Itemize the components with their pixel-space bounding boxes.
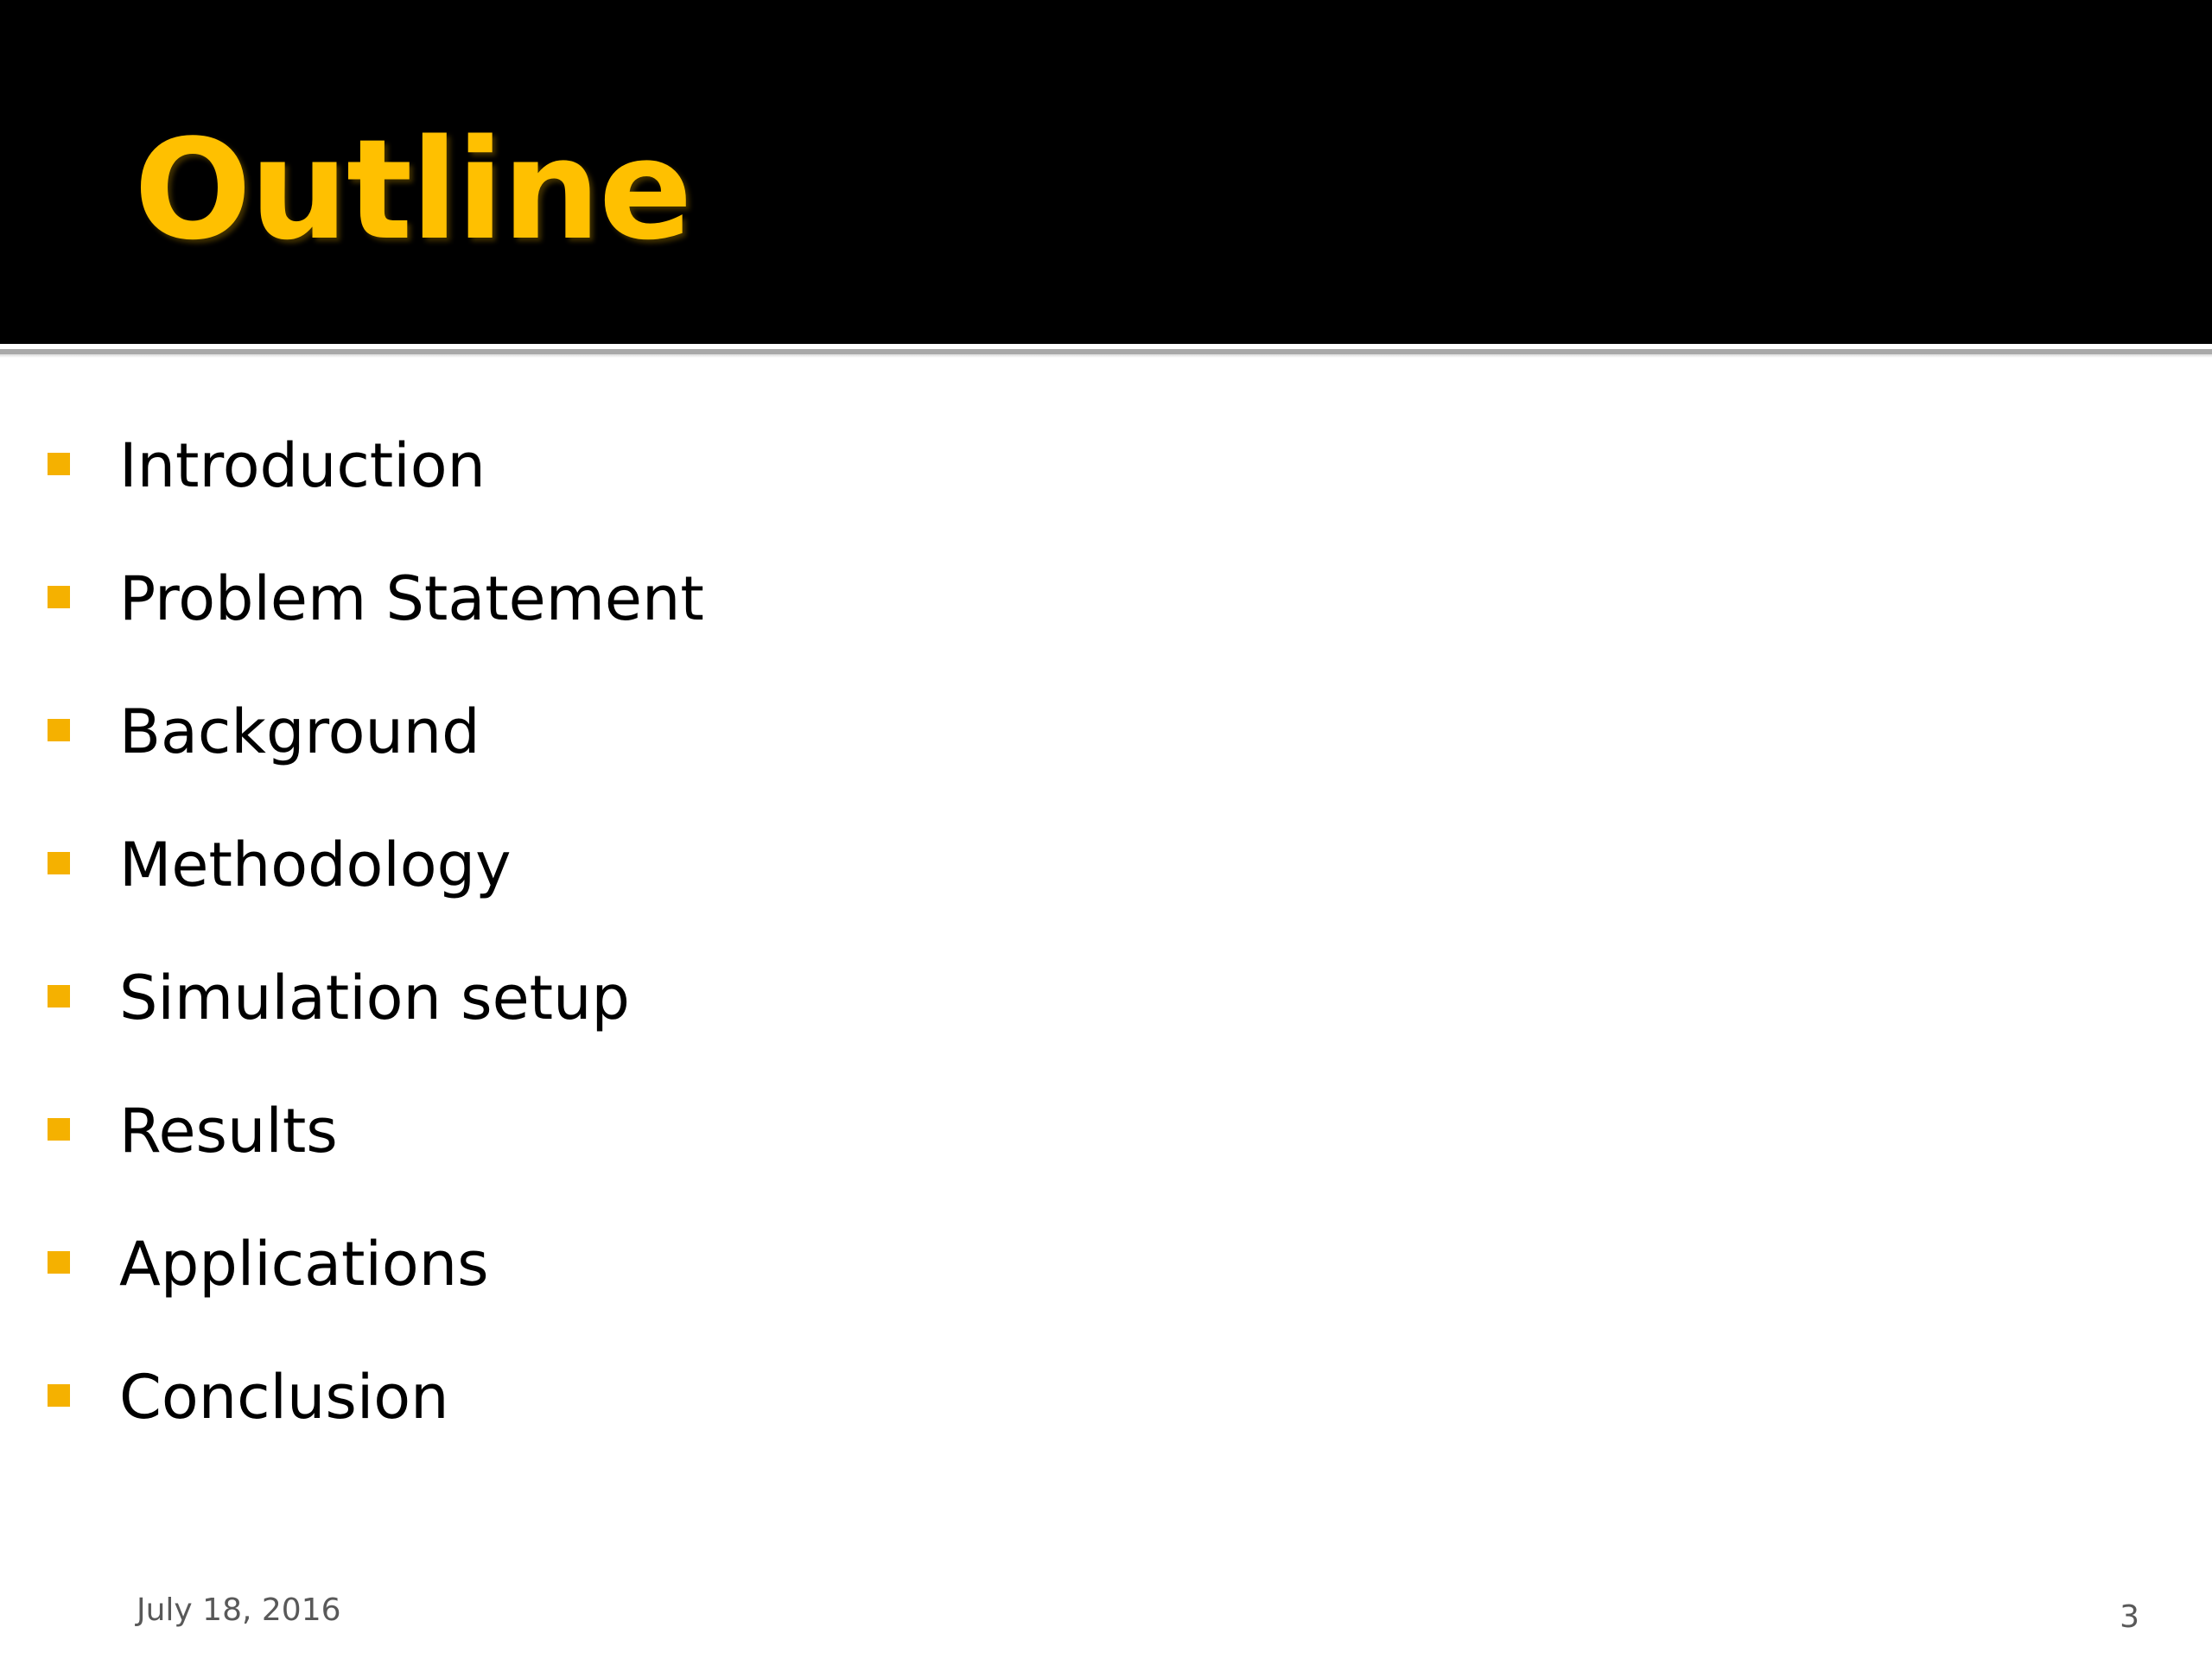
- bullet-text: Methodology: [119, 830, 512, 900]
- bullet-text: Background: [119, 696, 480, 767]
- page-number: 3: [2120, 1599, 2139, 1635]
- bullet-item-methodology: [0, 801, 2212, 934]
- square-bullet-icon: [48, 1251, 70, 1274]
- bullet-text: Applications: [119, 1229, 489, 1300]
- square-bullet-icon: [48, 1118, 70, 1141]
- square-bullet-icon: [48, 453, 70, 475]
- square-bullet-icon: [48, 985, 70, 1007]
- bullet-item-conclusion: [0, 1333, 2212, 1466]
- bullet-text: Results: [119, 1096, 338, 1166]
- bullet-text: Introduction: [119, 430, 486, 501]
- bullet-list: [0, 402, 2212, 1466]
- bullet-text: Simulation setup: [119, 963, 630, 1033]
- square-bullet-icon: [48, 852, 70, 874]
- bullet-text: Conclusion: [119, 1362, 449, 1433]
- title-bar: [0, 0, 2212, 344]
- square-bullet-icon: [48, 719, 70, 741]
- square-bullet-icon: [48, 586, 70, 608]
- title-divider-shadow: [0, 354, 2212, 358]
- bullet-item-introduction: [0, 402, 2212, 535]
- bullet-item-background: [0, 668, 2212, 801]
- square-bullet-icon: [48, 1384, 70, 1407]
- bullet-item-simulation-setup: [0, 934, 2212, 1067]
- bullet-text: Problem Statement: [119, 563, 704, 634]
- bullet-item-applications: [0, 1200, 2212, 1333]
- bullet-item-problem-statement: [0, 535, 2212, 668]
- slide-title: Outline: [134, 109, 691, 270]
- bullet-item-results: [0, 1067, 2212, 1200]
- footer-date: July 18, 2016: [137, 1592, 341, 1628]
